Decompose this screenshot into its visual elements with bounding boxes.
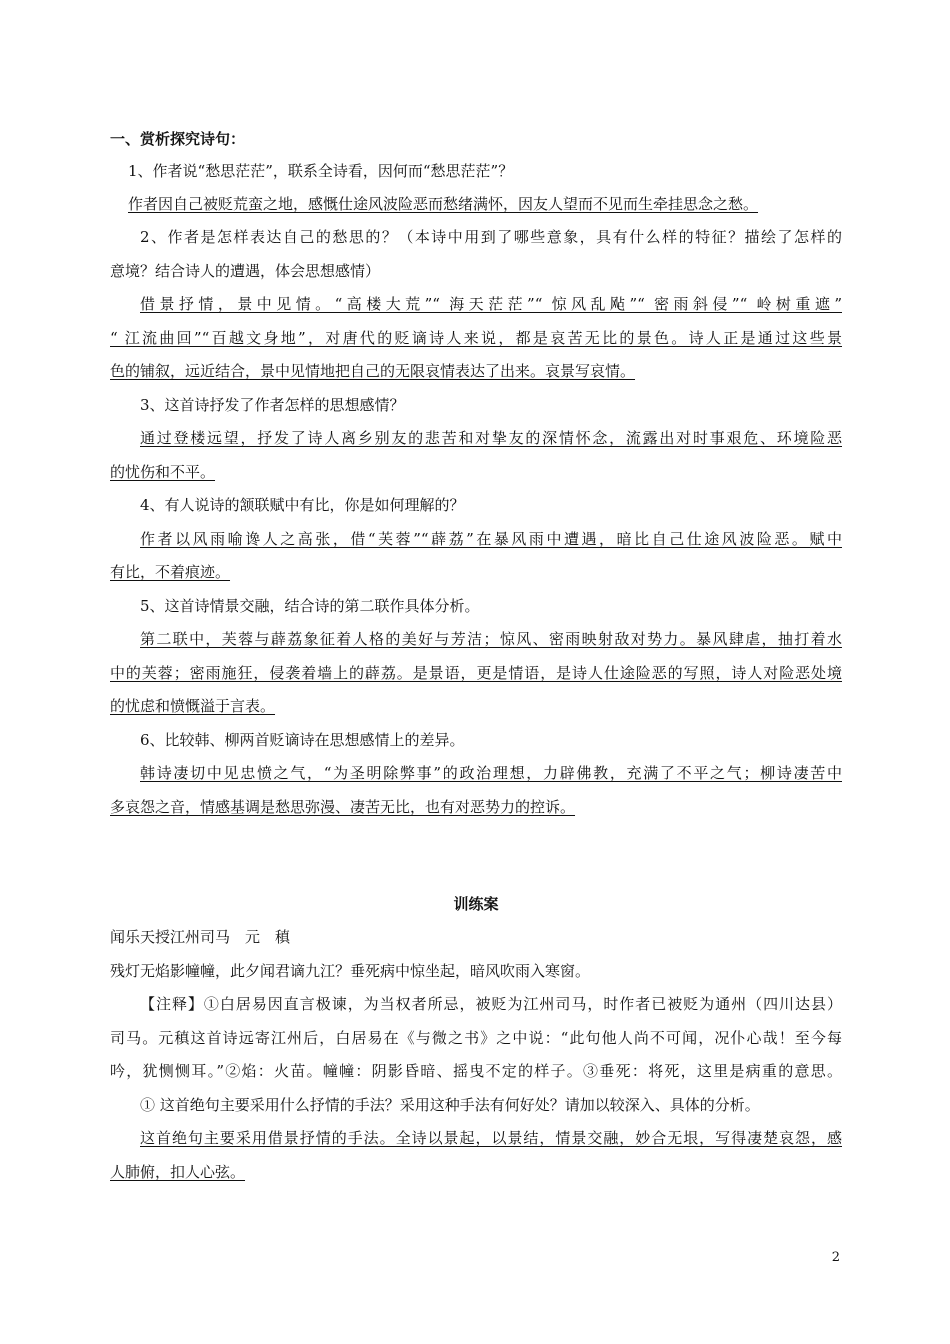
answer-5-line-2: 中的芙蓉；密雨施狂，侵袭着墙上的薜荔。是景语，更是情语，是诗人仕途险恶的写照，诗人对险恶处境 xyxy=(110,664,842,682)
page-number: 2 xyxy=(831,1250,840,1265)
question-2-line-1: 2、作者是怎样表达自己的愁思的？（本诗中用到了哪些意象，具有什么样的特征？描绘了怎样的 xyxy=(140,228,842,246)
question-5: 5、这首诗情景交融，结合诗的第二联作具体分析。 xyxy=(140,597,480,615)
answer-4-line-2: 有比，不着痕迹。 xyxy=(110,563,231,581)
section-heading: 一、赏析探究诗句： xyxy=(110,130,246,148)
question-4: 4、有人说诗的颔联赋中有比，你是如何理解的？ xyxy=(140,496,465,514)
training-answer-1-line-2: 人肺俯，扣人心弦。 xyxy=(110,1163,246,1181)
answer-6-line-2: 多哀怨之音，情感基调是愁思弥漫、凄苦无比，也有对恶势力的控诉。 xyxy=(110,798,576,816)
answer-1: 作者因自己被贬荒蛮之地，感慨仕途风波险恶而愁绪满怀，因友人望而不见而生牵挂思念之愁。 xyxy=(128,195,759,213)
annotation-line-1: 【注释】①白居易因直言极谏，为当权者所忌，被贬为江州司马，时作者已被贬为通州（四川达县） xyxy=(140,995,842,1013)
training-question-1: ① 这首绝句主要采用什么抒情的手法？采用这种手法有何好处？请加以较深入、具体的分析。 xyxy=(140,1096,760,1114)
answer-4-line-1: 作者以风雨喻谗人之高张，借“芙蓉”“薜荔”在暴风雨中遭遇，暗比自己仕途风波险恶。赋中 xyxy=(140,530,842,548)
question-3: 3、这首诗抒发了作者怎样的思想感情？ xyxy=(140,396,405,414)
training-answer-1-line-1: 这首绝句主要采用借景抒情的手法。全诗以景起，以景结，情景交融，妙合无垠，写得凄楚哀怨，感 xyxy=(140,1129,842,1147)
answer-5-line-3: 的忧虑和愤慨溢于言表。 xyxy=(110,697,276,715)
question-1: 1、作者说“愁思茫茫”，联系全诗看，因何而“愁思茫茫”？ xyxy=(128,162,514,180)
answer-6-line-1: 韩诗凄切中见忠愤之气，“为圣明除弊事”的政治理想，力辟佛教，充满了不平之气；柳诗凄苦中 xyxy=(140,764,842,782)
annotation-line-2: 司马。元稹这首诗远寄江州后，白居易在《与微之书》之中说：“此句他人尚不可闻，况仆心哉！至今每 xyxy=(110,1029,842,1047)
training-title: 训练案 xyxy=(453,895,499,913)
poem-text: 残灯无焰影幢幢，此夕闻君谪九江？垂死病中惊坐起，暗风吹雨入寒窗。 xyxy=(110,962,591,980)
answer-3-line-1: 通过登楼远望，抒发了诗人离乡别友的悲苦和对挚友的深情怀念，流露出对时事艰危、环境险恶 xyxy=(140,429,842,447)
answer-2-line-3: 色的铺叙，远近结合，景中见情地把自己的无限哀情表达了出来。哀景写哀情。 xyxy=(110,362,636,380)
answer-2-line-2: “ 江流曲回”“百越文身地”，对唐代的贬谪诗人来说，都是哀苦无比的景色。诗人正是通过这些景 xyxy=(110,329,842,347)
answer-5-line-1: 第二联中，芙蓉与薜荔象征着人格的美好与芳洁；惊风、密雨映射敌对势力。暴风肆虐，抽打着水 xyxy=(140,630,842,648)
answer-3-line-2: 的忧伤和不平。 xyxy=(110,463,216,481)
poem-title: 闻乐天授江州司马 元 稹 xyxy=(110,928,291,946)
answer-2-line-1: 借景抒情，景中见情。“高楼大荒”“ 海天茫茫”“ 惊风乱飐”“ 密雨斜侵”“ 岭树重遮” xyxy=(140,295,842,313)
question-2-line-2: 意境？结合诗人的遭遇，体会思想感情） xyxy=(110,262,381,280)
annotation-line-3: 吟，犹恻恻耳。”②焰：火苗。幢幢：阴影昏暗、摇曳不定的样子。③垂死：将死，这里是病重的意思。 xyxy=(110,1062,842,1080)
question-6: 6、比较韩、柳两首贬谪诗在思想感情上的差异。 xyxy=(140,731,465,749)
